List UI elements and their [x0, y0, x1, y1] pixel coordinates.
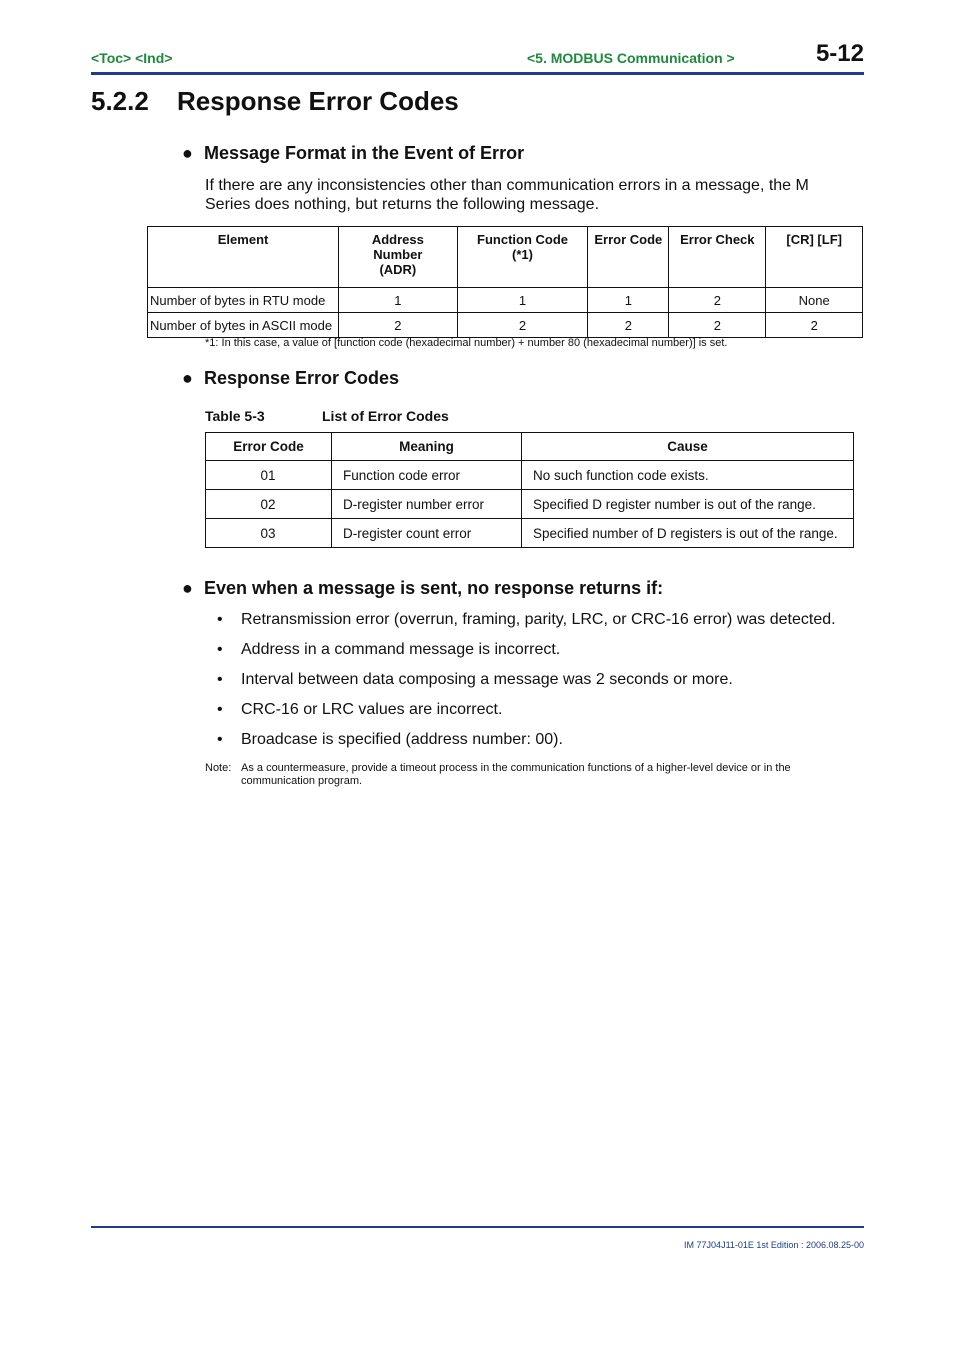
table-cell: None: [766, 288, 863, 313]
column-header: Error Code: [206, 433, 332, 461]
table-cell: Specified number of D registers is out of the range.: [522, 519, 854, 548]
table-row: [148, 313, 863, 338]
table-row: [148, 288, 863, 313]
footer-divider: [91, 1226, 864, 1228]
note: [205, 762, 855, 788]
table-cell: D-register number error: [332, 490, 522, 519]
section-number: 5.2.2: [91, 86, 149, 116]
table-cell: 01: [206, 461, 332, 490]
bullet-icon: ●: [182, 578, 193, 598]
table-cell: 02: [206, 490, 332, 519]
table-cell: D-register count error: [332, 519, 522, 548]
table-cell: No such function code exists.: [522, 461, 854, 490]
no-response-heading: [182, 578, 663, 599]
list-item: [217, 700, 836, 730]
table-caption: [205, 408, 449, 424]
table-footnote: *1: In this case, a value of [function code (hexadecimal number) + number 80 (hexadecimal number)] is set.: [205, 337, 728, 349]
column-header: Meaning: [332, 433, 522, 461]
column-header: Address Number (ADR): [339, 227, 458, 288]
list-item-text: Address in a command message is incorrect.: [241, 641, 561, 658]
table-cell: Number of bytes in RTU mode: [148, 288, 339, 313]
no-response-title: Even when a message is sent, no response returns if:: [204, 578, 664, 598]
bullet-dot-icon: •: [217, 671, 223, 688]
toc-link[interactable]: [91, 50, 172, 66]
section-title: Response Error Codes: [177, 86, 459, 116]
response-codes-title: Response Error Codes: [204, 368, 400, 388]
message-format-paragraph: If there are any inconsistencies other than communication errors in a message, the M Series does nothing, but returns the following message.: [205, 177, 809, 213]
section-heading: [91, 86, 459, 117]
table-title: List of Error Codes: [322, 408, 449, 424]
table-cell: 2: [766, 313, 863, 338]
table-row: [206, 461, 854, 490]
response-codes-heading: [182, 368, 399, 389]
table-cell: Function code error: [332, 461, 522, 490]
list-item: [217, 610, 836, 640]
page-number: 5-12: [815, 40, 864, 67]
ind-link[interactable]: <Ind>: [135, 50, 173, 66]
list-item: [217, 730, 836, 760]
table-cell: 2: [588, 313, 669, 338]
table-cell: Specified D register number is out of the range.: [522, 490, 854, 519]
table-cell: 2: [457, 313, 588, 338]
header-divider: [91, 72, 864, 75]
table-cell: 2: [339, 313, 458, 338]
bullet-dot-icon: •: [217, 701, 223, 718]
column-header: Error Code: [588, 227, 669, 288]
bullet-dot-icon: •: [217, 641, 223, 658]
list-item-text: Interval between data composing a message was 2 seconds or more.: [241, 671, 733, 688]
error-codes-table: [205, 432, 854, 548]
column-header: Function Code (*1): [457, 227, 588, 288]
document-id: IM 77J04J11-01E 1st Edition : 2006.08.25-00: [684, 1240, 864, 1250]
bullet-dot-icon: •: [217, 611, 223, 628]
no-response-list: [217, 610, 836, 760]
list-item-text: CRC-16 or LRC values are incorrect.: [241, 701, 503, 718]
list-item-text: Retransmission error (overrun, framing, parity, LRC, or CRC-16 error) was detected.: [241, 611, 836, 628]
table-row: [206, 490, 854, 519]
bullet-dot-icon: •: [217, 731, 223, 748]
column-header: Cause: [522, 433, 854, 461]
table-cell: 03: [206, 519, 332, 548]
list-item-text: Broadcase is specified (address number: 00).: [241, 731, 563, 748]
table-cell: 2: [669, 288, 766, 313]
table-cell: 1: [588, 288, 669, 313]
bullet-icon: ●: [182, 143, 193, 163]
chapter-link[interactable]: <5. MODBUS Communication >: [527, 50, 735, 66]
toc-link-label[interactable]: <Toc>: [91, 50, 132, 66]
list-item: [217, 670, 836, 700]
table-cell: Number of bytes in ASCII mode: [148, 313, 339, 338]
list-item: [217, 640, 836, 670]
column-header: Error Check: [669, 227, 766, 288]
message-format-heading: [182, 143, 524, 164]
column-header: Element: [148, 227, 339, 288]
table-cell: 1: [339, 288, 458, 313]
message-format-table: [147, 226, 863, 338]
table-label: Table 5-3: [205, 408, 265, 424]
column-header: [CR] [LF]: [766, 227, 863, 288]
table-cell: 1: [457, 288, 588, 313]
note-label: Note:: [205, 762, 232, 774]
message-format-title: Message Format in the Event of Error: [204, 143, 525, 163]
note-text: As a countermeasure, provide a timeout process in the communication functions of a higher-level device or in the communication program.: [241, 762, 791, 787]
table-cell: 2: [669, 313, 766, 338]
table-row: [206, 519, 854, 548]
bullet-icon: ●: [182, 368, 193, 388]
